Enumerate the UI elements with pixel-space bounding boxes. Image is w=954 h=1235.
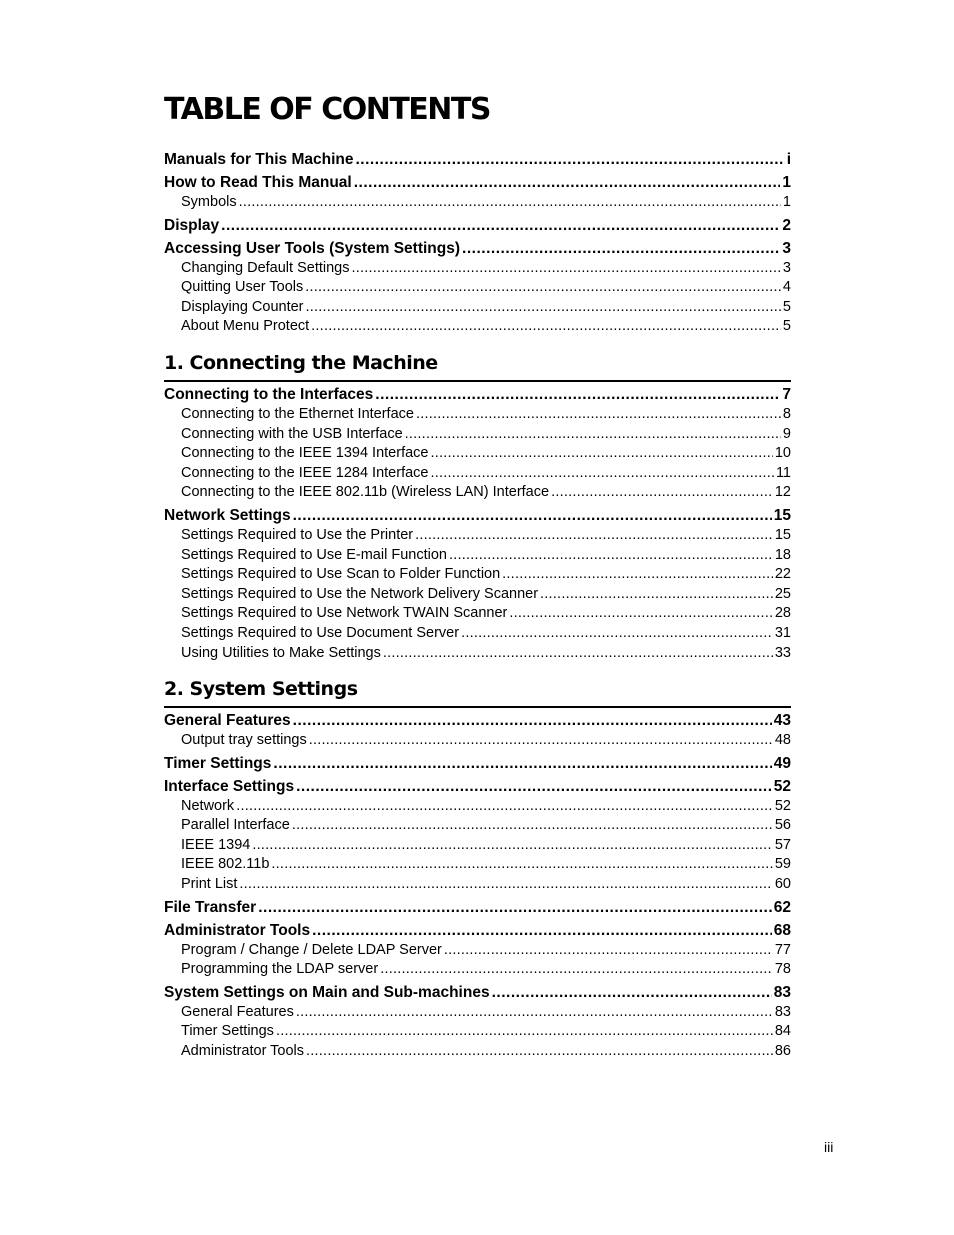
toc-entry-page: 68 — [773, 921, 791, 939]
toc-page — [164, 92, 791, 1062]
toc-entry-label: Settings Required to Use the Printer — [181, 526, 414, 543]
dot-leader — [305, 278, 781, 298]
toc-entry-page: 52 — [774, 797, 791, 814]
toc-section — [164, 506, 791, 663]
toc-subsection-entry[interactable] — [164, 836, 791, 856]
toc-subsection-entry[interactable] — [164, 483, 791, 503]
toc-section-entry[interactable] — [164, 898, 791, 918]
toc-entry-page: 83 — [774, 1003, 791, 1020]
dot-leader — [462, 239, 780, 259]
toc-subsection-entry[interactable] — [164, 604, 791, 624]
dot-leader — [540, 585, 773, 605]
toc-entry-page: 9 — [782, 425, 791, 442]
toc-entry-page: 1 — [782, 174, 791, 191]
toc-subsection-entry[interactable] — [164, 875, 791, 895]
toc-entry-label: Administrator Tools — [164, 921, 311, 939]
dot-leader — [293, 506, 772, 526]
toc-section-entry[interactable] — [164, 506, 791, 526]
toc-entry-label: Connecting to the Ethernet Interface — [181, 405, 414, 422]
dot-leader — [309, 731, 773, 751]
toc-subsection-entry[interactable] — [164, 644, 791, 664]
toc-entry-label: Settings Required to Use Document Server — [181, 624, 460, 641]
toc-entry-page: 33 — [774, 644, 791, 661]
toc-subsection-entry[interactable] — [164, 298, 791, 318]
toc-subsection-entry[interactable] — [164, 585, 791, 605]
dot-leader — [252, 836, 773, 856]
dot-leader — [461, 624, 773, 644]
toc-section-entry[interactable] — [164, 754, 791, 774]
toc-entry-label: Settings Required to Use the Network Delivery Scanner — [181, 585, 539, 602]
toc-subsection-entry[interactable] — [164, 317, 791, 337]
toc-section — [164, 754, 791, 774]
toc-entry-label: Connecting with the USB Interface — [181, 425, 403, 442]
dot-leader — [430, 464, 773, 484]
toc-entry-label: Parallel Interface — [181, 817, 290, 834]
toc-entry-label: Timer Settings — [181, 1023, 274, 1040]
toc-entry-label: IEEE 802.11b — [181, 856, 270, 873]
toc-entry-label: Print List — [181, 876, 238, 893]
toc-subsection-entry[interactable] — [164, 546, 791, 566]
toc-entry-page: 2 — [782, 216, 791, 234]
dot-leader — [306, 298, 781, 318]
toc-entry-page: 10 — [774, 445, 791, 462]
toc-section — [164, 921, 791, 980]
toc-subsection-entry[interactable] — [164, 797, 791, 817]
toc-entry-page: 60 — [774, 876, 791, 893]
dot-leader — [296, 1003, 773, 1023]
dot-leader — [311, 317, 781, 337]
dot-leader — [430, 444, 772, 464]
toc-entry-page: 11 — [775, 464, 791, 481]
dot-leader — [276, 1022, 773, 1042]
toc-subsection-entry[interactable] — [164, 1003, 791, 1023]
dot-leader — [239, 875, 772, 895]
toc-entry-page: 43 — [773, 712, 791, 730]
toc-section-entry[interactable] — [164, 385, 791, 405]
dot-leader — [221, 216, 780, 236]
dot-leader — [375, 385, 780, 405]
toc-entry-label: Interface Settings — [164, 777, 295, 795]
dot-leader — [354, 173, 781, 193]
toc-subsection-entry[interactable] — [164, 960, 791, 980]
toc-section-entry[interactable] — [164, 983, 791, 1003]
dot-leader — [449, 546, 773, 566]
toc-subsection-entry[interactable] — [164, 259, 791, 279]
toc-entry-page: 83 — [773, 983, 791, 1001]
toc-section-entry[interactable] — [164, 921, 791, 941]
toc-entry-label: Network Settings — [164, 506, 291, 524]
chapter-block — [164, 677, 791, 1062]
toc-entry-page: 28 — [774, 605, 791, 622]
toc-entry-label: Connecting to the IEEE 1394 Interface — [181, 445, 429, 462]
toc-subsection-entry[interactable] — [164, 1042, 791, 1062]
toc-section-entry[interactable] — [164, 239, 791, 259]
toc-entry-page: 3 — [782, 259, 791, 276]
toc-entry-page: 48 — [774, 732, 791, 749]
dot-leader — [239, 193, 781, 213]
toc-entry-label: Connecting to the IEEE 802.11b (Wireless LAN) Interface — [181, 484, 550, 501]
dot-leader — [296, 777, 772, 797]
toc-entry-page: 86 — [774, 1043, 791, 1060]
toc-section — [164, 777, 791, 895]
toc-entry-label: File Transfer — [164, 898, 257, 916]
toc-entry-label: Network — [181, 797, 235, 814]
dot-leader — [444, 941, 773, 961]
toc-entry-label: System Settings on Main and Sub-machines — [164, 983, 490, 1001]
toc-entry-label: IEEE 1394 — [181, 836, 251, 853]
toc-entry-page: 22 — [774, 566, 791, 583]
toc-entry-label: Manuals for This Machine — [164, 151, 354, 168]
dot-leader — [492, 983, 772, 1003]
toc-section — [164, 216, 791, 236]
toc-entry-label: Settings Required to Use E-mail Function — [181, 546, 447, 563]
toc-subsection-entry[interactable] — [164, 565, 791, 585]
toc-entry-label: Program / Change / Delete LDAP Server — [181, 941, 442, 958]
chapter-block — [164, 351, 791, 663]
toc-section — [164, 150, 791, 170]
toc-entry-label: Connecting to the Interfaces — [164, 385, 374, 403]
toc-entry-label: Changing Default Settings — [181, 259, 350, 276]
toc-entry-label: Settings Required to Use Scan to Folder Function — [181, 566, 501, 583]
dot-leader — [380, 960, 773, 980]
toc-subsection-entry[interactable] — [164, 425, 791, 445]
toc-entry-label: Administrator Tools — [181, 1043, 305, 1060]
toc-entry-page: 31 — [774, 624, 791, 641]
toc-entry-page: 7 — [782, 385, 791, 403]
dot-leader — [355, 150, 784, 170]
front-matter-list — [164, 150, 791, 337]
toc-section — [164, 173, 791, 213]
dot-leader — [312, 921, 772, 941]
toc-entry-label: Display — [164, 216, 220, 234]
toc-entry-page: 52 — [773, 777, 791, 795]
toc-entry-page: 18 — [774, 546, 791, 563]
toc-subsection-entry[interactable] — [164, 193, 791, 213]
toc-entry-page: 57 — [774, 836, 791, 853]
dot-leader — [271, 855, 772, 875]
dot-leader — [273, 754, 771, 774]
toc-section — [164, 983, 791, 1062]
toc-entry-page: 56 — [774, 817, 791, 834]
toc-entry-page: 15 — [774, 526, 791, 543]
toc-section-entry[interactable] — [164, 711, 791, 731]
toc-entry-label: Using Utilities to Make Settings — [181, 644, 381, 661]
page-number: iii — [824, 1139, 834, 1155]
toc-subsection-entry[interactable] — [164, 941, 791, 961]
dot-leader — [416, 405, 781, 425]
toc-section — [164, 239, 791, 337]
toc-subsection-entry[interactable] — [164, 464, 791, 484]
chapter-heading[interactable]: 1. Connecting the Machine — [164, 351, 791, 382]
toc-section-entry[interactable] — [164, 173, 791, 193]
toc-section-entry[interactable] — [164, 777, 791, 797]
chapter-heading[interactable]: 2. System Settings — [164, 677, 791, 708]
toc-entry-label: Connecting to the IEEE 1284 Interface — [181, 464, 429, 481]
toc-entry-page: 12 — [774, 484, 791, 501]
toc-entry-page: 5 — [782, 318, 791, 335]
dot-leader — [236, 797, 773, 817]
toc-subsection-entry[interactable] — [164, 855, 791, 875]
toc-entry-label: Accessing User Tools (System Settings) — [164, 239, 461, 257]
toc-subsection-entry[interactable] — [164, 526, 791, 546]
chapter-list — [164, 351, 791, 1062]
toc-entry-page: 77 — [774, 941, 791, 958]
dot-leader — [502, 565, 773, 585]
toc-subsection-entry[interactable] — [164, 405, 791, 425]
toc-entry-label: Programming the LDAP server — [181, 961, 379, 978]
toc-entry-page: 59 — [774, 856, 791, 873]
dot-leader — [293, 711, 772, 731]
toc-entry-page: 8 — [782, 405, 791, 422]
toc-section-entry[interactable] — [164, 216, 791, 236]
toc-entry-page: 3 — [782, 239, 791, 257]
toc-entry-label: General Features — [164, 712, 291, 730]
toc-entry-label: General Features — [181, 1003, 294, 1020]
dot-leader — [383, 644, 773, 664]
toc-entry-page: 25 — [774, 585, 791, 602]
toc-section — [164, 898, 791, 918]
toc-entry-page: 5 — [782, 298, 791, 315]
toc-subsection-entry[interactable] — [164, 278, 791, 298]
toc-entry-page: 4 — [782, 279, 791, 296]
toc-subsection-entry[interactable] — [164, 444, 791, 464]
toc-entry-page: i — [786, 151, 791, 168]
toc-entry-page: 49 — [773, 754, 791, 772]
toc-title: TABLE OF CONTENTS — [164, 92, 490, 127]
toc-entry-label: About Menu Protect — [181, 318, 310, 335]
toc-section-entry[interactable] — [164, 150, 791, 170]
dot-leader — [351, 259, 780, 279]
toc-section — [164, 385, 791, 503]
toc-subsection-entry[interactable] — [164, 624, 791, 644]
toc-entry-label: Timer Settings — [164, 754, 272, 772]
toc-subsection-entry[interactable] — [164, 731, 791, 751]
toc-subsection-entry[interactable] — [164, 816, 791, 836]
toc-entry-page: 62 — [773, 898, 791, 916]
toc-entry-label: Symbols — [181, 194, 237, 210]
toc-subsection-entry[interactable] — [164, 1022, 791, 1042]
dot-leader — [306, 1042, 773, 1062]
toc-section — [164, 711, 791, 751]
toc-entry-label: Output tray settings — [181, 732, 307, 749]
toc-entry-label: How to Read This Manual — [164, 174, 352, 191]
dot-leader — [509, 604, 772, 624]
toc-entry-label: Displaying Counter — [181, 298, 304, 315]
toc-entry-page: 84 — [774, 1023, 791, 1040]
toc-entry-page: 1 — [782, 194, 791, 210]
dot-leader — [405, 425, 781, 445]
dot-leader — [258, 898, 772, 918]
dot-leader — [292, 816, 773, 836]
dot-leader — [551, 483, 773, 503]
dot-leader — [415, 526, 773, 546]
toc-entry-page: 78 — [774, 961, 791, 978]
toc-entry-page: 15 — [773, 506, 791, 524]
toc-entry-label: Quitting User Tools — [181, 279, 304, 296]
toc-entry-label: Settings Required to Use Network TWAIN Scanner — [181, 605, 508, 622]
